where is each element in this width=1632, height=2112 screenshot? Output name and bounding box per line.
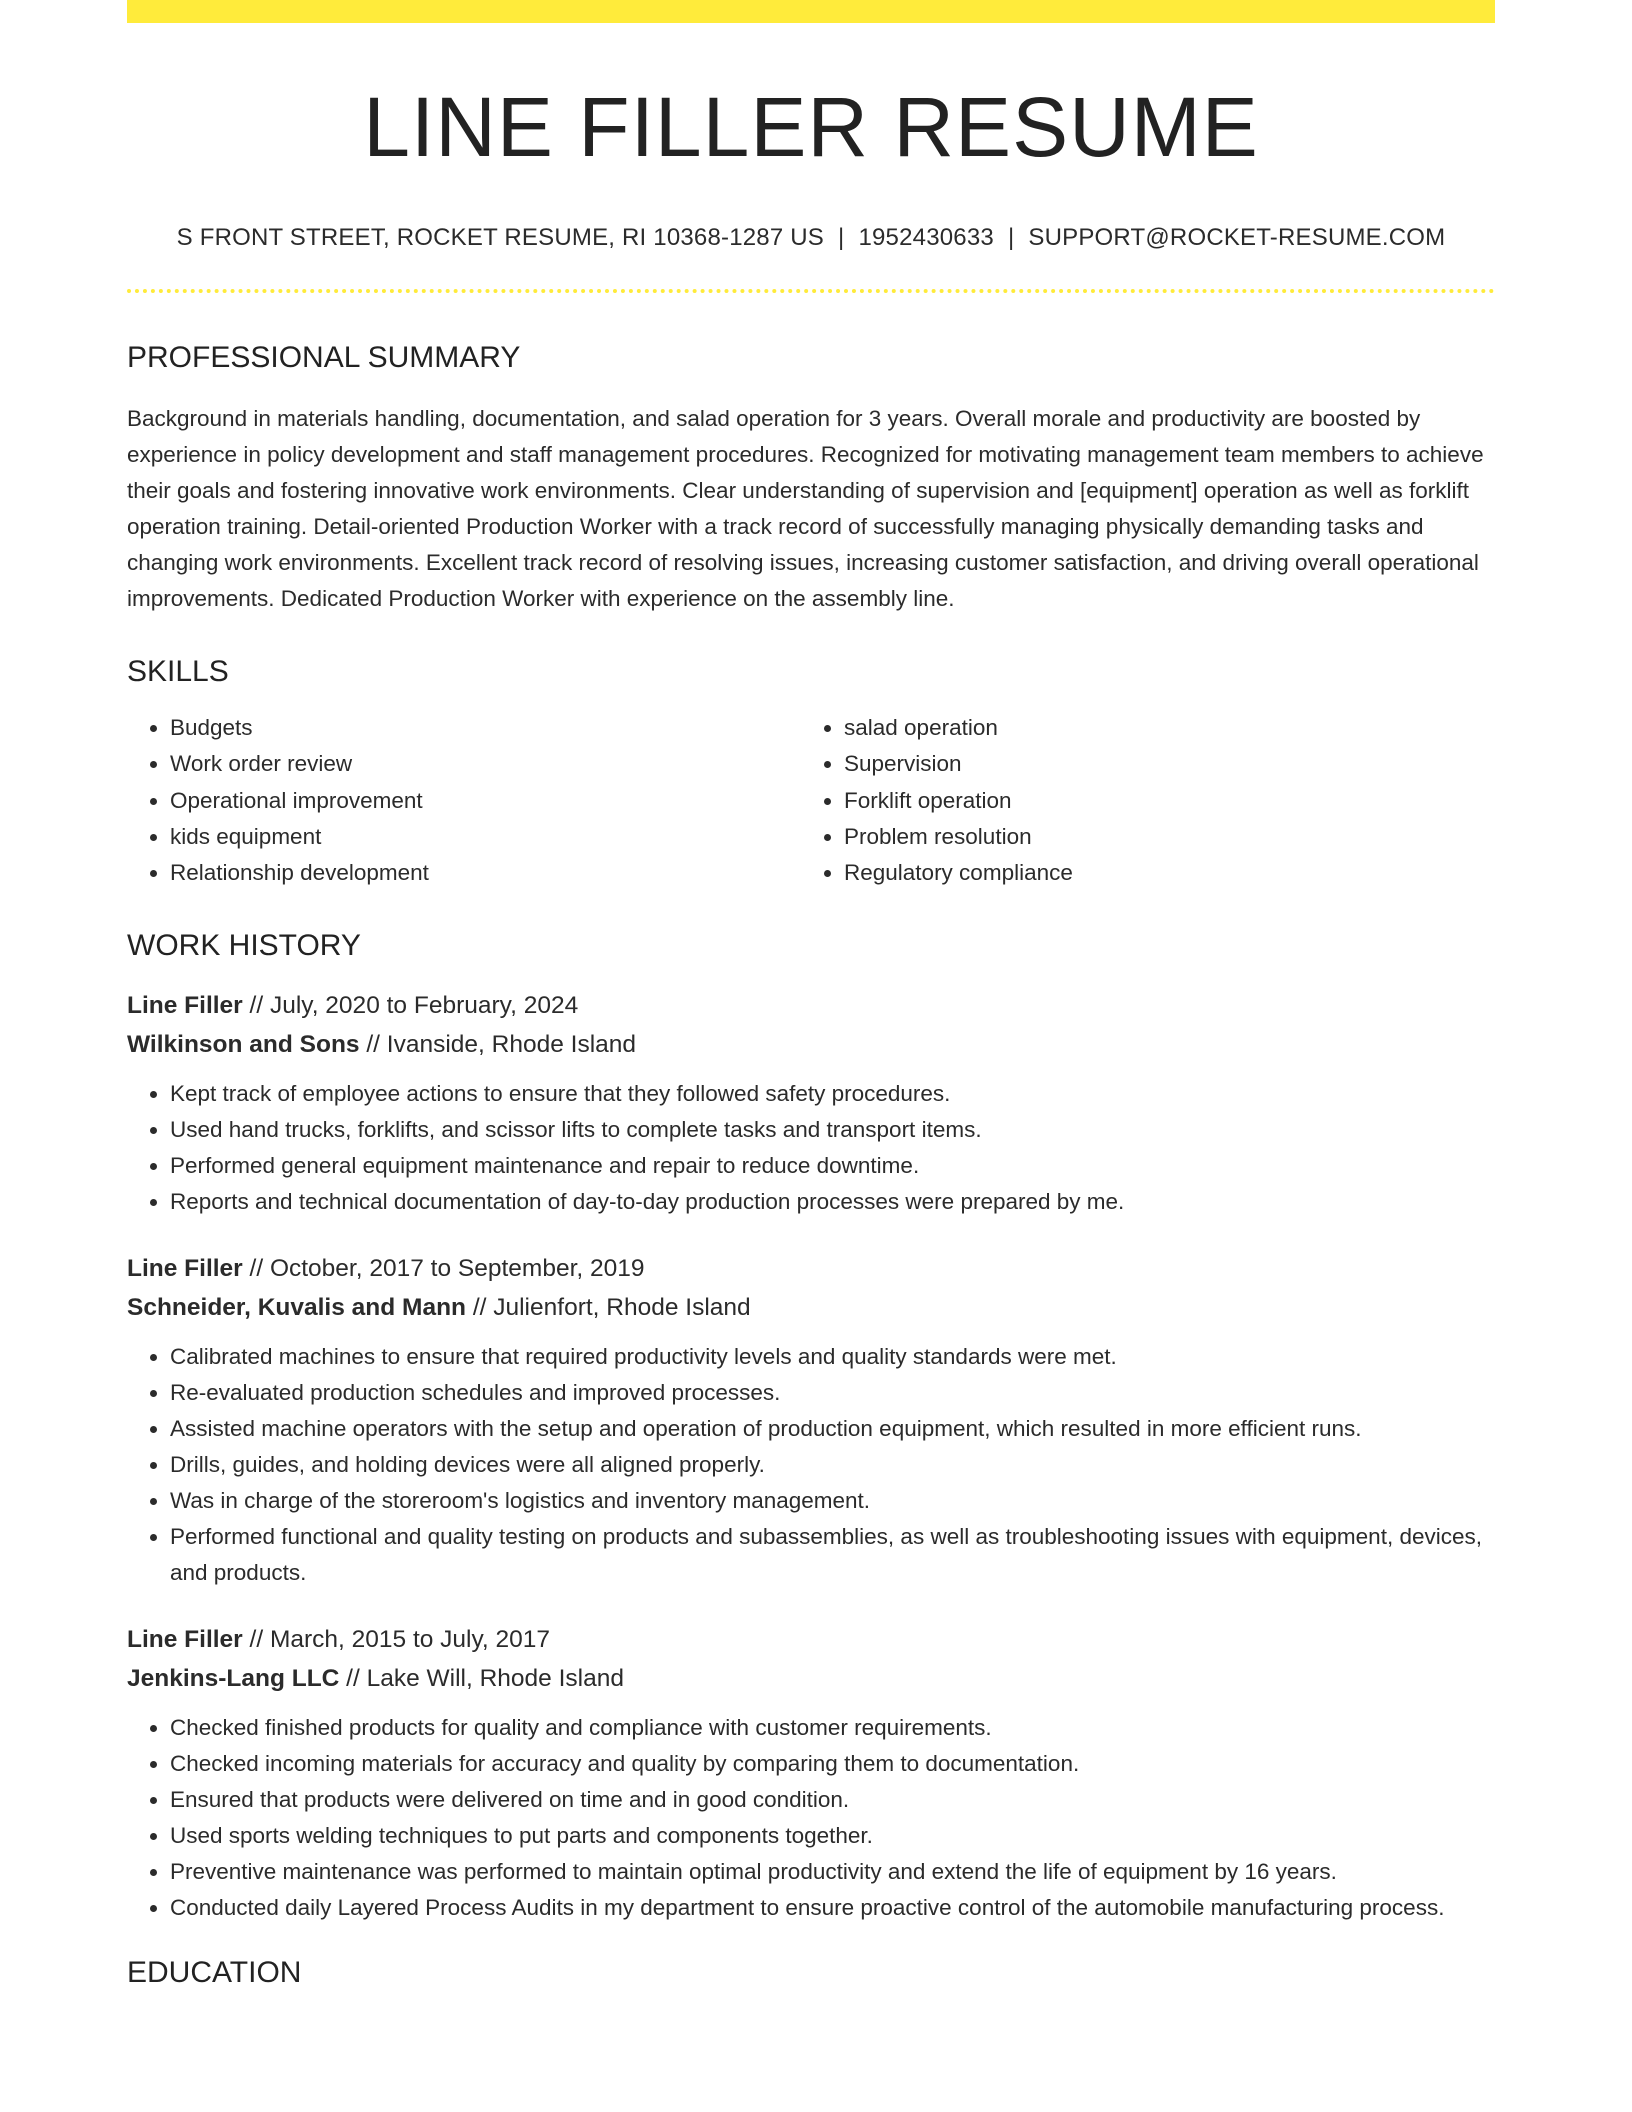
skill-item: • Work order review (170, 746, 801, 782)
job-location: // Lake Will, Rhode Island (339, 1665, 624, 1693)
job-title: Line Filler (127, 992, 243, 1020)
contact-separator: | (1007, 224, 1015, 251)
job-bullet: • Used hand trucks, forklifts, and scissor lifts to complete tasks and transport items. (170, 1112, 1495, 1148)
job-title: Line Filler (127, 1626, 243, 1654)
skill-item: • Regulatory compliance (844, 855, 1475, 891)
job-bullet: • Ensured that products were delivered on time and in good condition. (170, 1782, 1495, 1818)
job-company: Jenkins-Lang LLC (127, 1665, 340, 1693)
job-bullet: • Drills, guides, and holding devices were all aligned properly. (170, 1447, 1495, 1483)
contact-phone: 1952430633 (858, 224, 994, 251)
summary-heading: PROFESSIONAL SUMMARY (127, 341, 521, 374)
resume-name: LINE FILLER RESUME (363, 80, 1259, 174)
summary-text: Background in materials handling, documentation, and salad operation for 3 years. Overall morale and productivity are boosted by experience in policy development and staff management procedures. Recognized for motivating management team members to achieve their goals and fostering innovative work environments. Clear understanding of supervision and [equipment] operation as well as forklift operation training. Detail-oriented Production Worker with a track record of successfully managing physically demanding tasks and changing work environments. Excellent track record of resolving issues, increasing customer satisfaction, and driving overall operational improvements. Dedicated Production Worker with experience on the assembly line. (127, 406, 1484, 611)
job-bullet: • Performed functional and quality testing on products and subassemblies, as well as troubleshooting issues with equipment, devices, and products. (170, 1519, 1495, 1591)
job-bullet: • Kept track of employee actions to ensure that they followed safety procedures. (170, 1076, 1495, 1112)
skills-list (127, 710, 1495, 891)
job-bullet: • Assisted machine operators with the setup and operation of production equipment, which resulted in more efficient runs. (170, 1411, 1495, 1447)
job-location: // Julienfort, Rhode Island (466, 1294, 751, 1322)
job-title: Line Filler (127, 1255, 243, 1283)
job-bullet: • Performed general equipment maintenance and repair to reduce downtime. (170, 1148, 1495, 1184)
job-entry (127, 1250, 1495, 1591)
dotted-divider (127, 289, 1495, 293)
contact-address: S FRONT STREET, ROCKET RESUME, RI 10368-1287 US (176, 224, 825, 251)
skills-column-left (127, 710, 801, 891)
job-bullet: • Conducted daily Layered Process Audits in my department to ensure proactive control of the automobile manufacturing process. (170, 1890, 1495, 1926)
job-company-line (127, 1288, 1495, 1328)
skill-item: • kids equipment (170, 819, 801, 855)
skill-item: • Operational improvement (170, 783, 801, 819)
skills-heading: SKILLS (127, 655, 229, 688)
job-bullet: • Re-evaluated production schedules and improved processes. (170, 1375, 1495, 1411)
skill-item: • Problem resolution (844, 819, 1475, 855)
job-location: // Ivanside, Rhode Island (359, 1031, 637, 1059)
job-title-line (127, 1621, 1495, 1659)
job-bullet: • Checked finished products for quality and compliance with customer requirements. (170, 1710, 1495, 1746)
contact-email: SUPPORT@ROCKET-RESUME.COM (1028, 224, 1446, 251)
contact-line (127, 226, 1495, 250)
job-title-line (127, 1250, 1495, 1288)
skill-item: • salad operation (844, 710, 1475, 746)
education-heading: EDUCATION (127, 1956, 302, 1990)
job-entry (127, 987, 1495, 1220)
job-bullets (127, 1339, 1495, 1591)
job-dates: // July, 2020 to February, 2024 (242, 992, 579, 1020)
job-dates: // March, 2015 to July, 2017 (242, 1626, 551, 1654)
contact-separator: | (838, 224, 845, 251)
job-bullets (127, 1076, 1495, 1220)
job-bullet: • Calibrated machines to ensure that required productivity levels and quality standards were met. (170, 1339, 1495, 1375)
resume-page (127, 0, 1495, 1988)
job-entry (127, 1621, 1495, 1926)
skill-item: • Relationship development (170, 855, 801, 891)
skills-column-right (801, 710, 1475, 891)
job-company: Wilkinson and Sons (127, 1031, 360, 1059)
top-accent-bar (127, 0, 1495, 23)
job-company-line (127, 1659, 1495, 1699)
job-bullet: • Checked incoming materials for accuracy and quality by comparing them to documentation. (170, 1746, 1495, 1782)
skill-item: • Forklift operation (844, 783, 1475, 819)
job-bullet: • Preventive maintenance was performed to maintain optimal productivity and extend the life of equipment by 16 years. (170, 1854, 1495, 1890)
skill-item: • Supervision (844, 746, 1475, 782)
job-dates: // October, 2017 to September, 2019 (242, 1255, 645, 1283)
skill-item: • Budgets (170, 710, 801, 746)
job-bullet: • Used sports welding techniques to put parts and components together. (170, 1818, 1495, 1854)
job-bullet: • Reports and technical documentation of day-to-day production processes were prepared by me. (170, 1184, 1495, 1220)
job-bullet: • Was in charge of the storeroom's logistics and inventory management. (170, 1483, 1495, 1519)
job-bullets (127, 1710, 1495, 1926)
work-history-heading: WORK HISTORY (127, 929, 361, 963)
job-company: Schneider, Kuvalis and Mann (127, 1294, 467, 1322)
job-title-line (127, 987, 1495, 1025)
job-company-line (127, 1025, 1495, 1065)
